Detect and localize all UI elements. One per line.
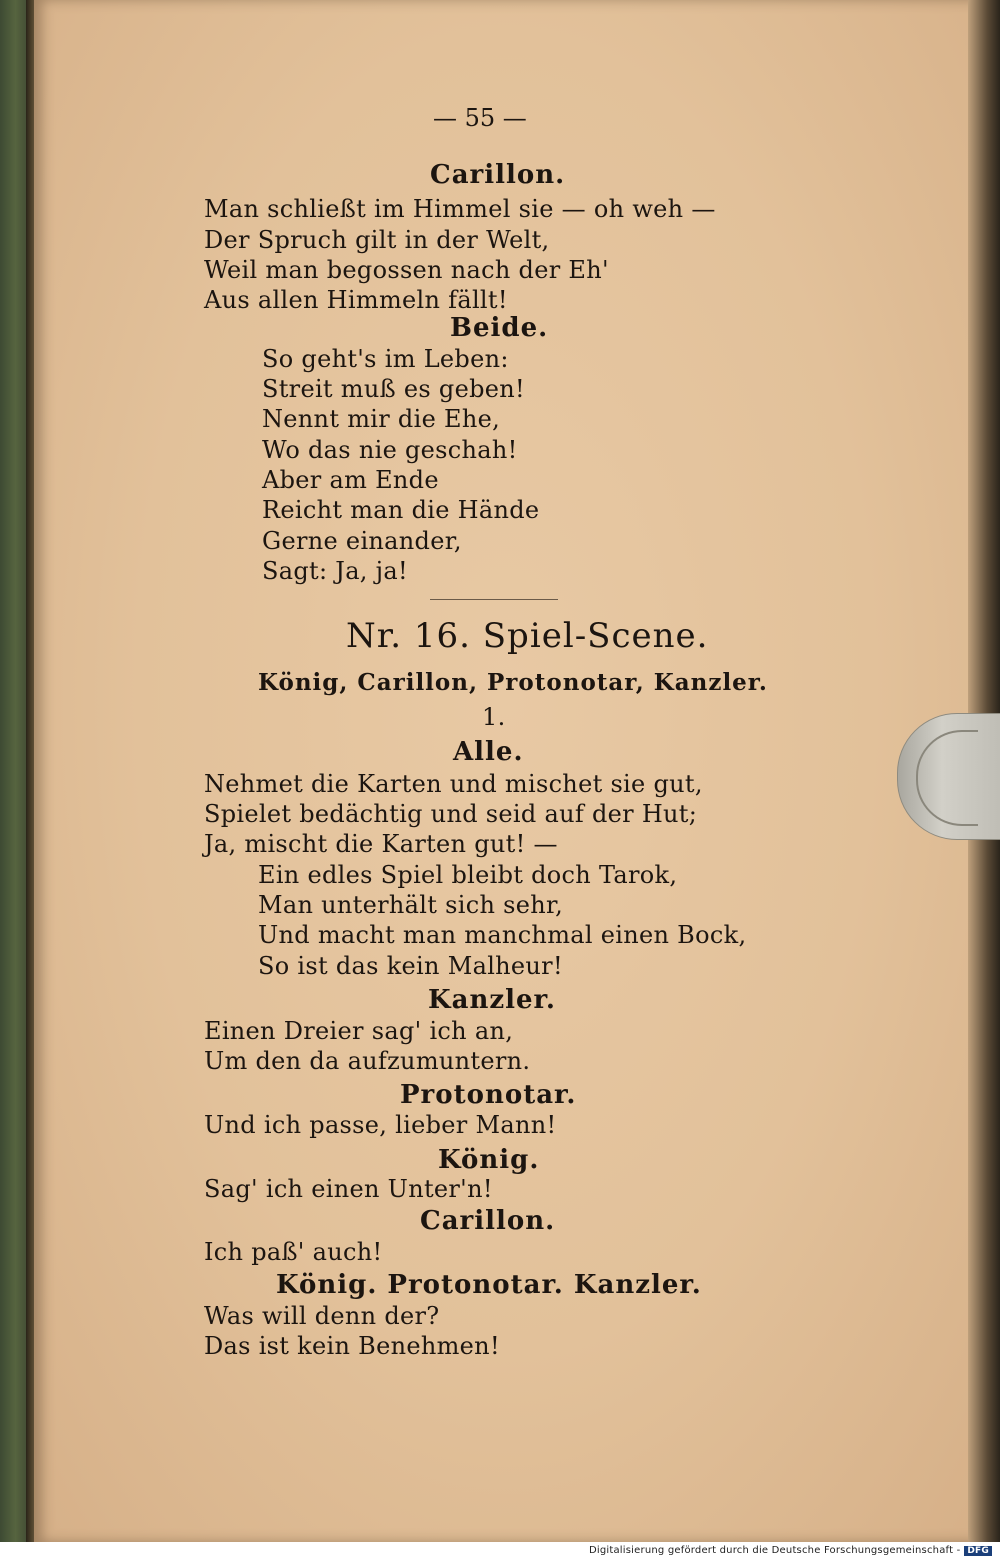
speaker-heading: Protonotar. (400, 1080, 577, 1110)
scanner-clip (897, 713, 1000, 840)
scanner-clip-inner (916, 730, 978, 826)
page-number: — 55 — (433, 104, 527, 132)
section-subtitle: König, Carillon, Protonotar, Kanzler. (258, 669, 768, 696)
speaker-heading: Alle. (453, 737, 524, 767)
section-title: Nr. 16. Spiel-Scene. (346, 616, 709, 656)
verse-line: Nehmet die Karten und mischet sie gut, (204, 770, 703, 798)
speaker-heading: König. Protonotar. Kanzler. (276, 1270, 702, 1300)
verse-line: Streit muß es geben! (262, 375, 525, 403)
verse-line: Und macht man manchmal einen Bock, (258, 921, 747, 949)
verse-line: Aus allen Himmeln fällt! (204, 286, 508, 314)
verse-line: Einen Dreier sag' ich an, (204, 1017, 514, 1045)
verse-line: Wo das nie geschah! (262, 436, 518, 464)
digitization-credit (589, 1545, 992, 1556)
speaker-heading: Carillon. (420, 1206, 556, 1236)
speaker-heading: Carillon. (430, 160, 566, 190)
verse-line: Und ich passe, lieber Mann! (204, 1111, 557, 1139)
verse-line: So geht's im Leben: (262, 345, 509, 373)
verse-line: Das ist kein Benehmen! (204, 1332, 500, 1360)
verse-line: Um den da aufzumuntern. (204, 1047, 531, 1075)
verse-number: 1. (482, 703, 506, 731)
verse-line: Aber am Ende (262, 466, 439, 494)
verse-line: Spielet bedächtig und seid auf der Hut; (204, 800, 698, 828)
verse-line: Man unterhält sich sehr, (258, 891, 564, 919)
verse-line: Reicht man die Hände (262, 496, 540, 524)
speaker-heading: König. (438, 1145, 540, 1175)
verse-line: Ja, mischt die Karten gut! — (204, 830, 558, 858)
verse-line: Nennt mir die Ehe, (262, 405, 501, 433)
verse-line: Weil man begossen nach der Eh' (204, 256, 609, 284)
verse-line: Ein edles Spiel bleibt doch Tarok, (258, 861, 678, 889)
verse-line: Man schließt im Himmel sie — oh weh — (204, 195, 716, 223)
verse-line: Sag' ich einen Unter'n! (204, 1175, 493, 1203)
verse-line: Ich paß' auch! (204, 1238, 383, 1266)
verse-line: Der Spruch gilt in der Welt, (204, 226, 550, 254)
verse-line: Sagt: Ja, ja! (262, 557, 408, 585)
verse-line: Was will denn der? (204, 1302, 440, 1330)
section-divider (430, 599, 558, 600)
speaker-heading: Kanzler. (428, 985, 556, 1015)
credit-text: Digitalisierung gefördert durch die Deutsche Forschungsgemeinschaft - (588, 1545, 961, 1556)
verse-line: Gerne einander, (262, 527, 462, 555)
verse-line: So ist das kein Malheur! (258, 952, 563, 980)
dfg-logo: DFG (964, 1546, 992, 1556)
speaker-heading: Beide. (450, 313, 549, 343)
